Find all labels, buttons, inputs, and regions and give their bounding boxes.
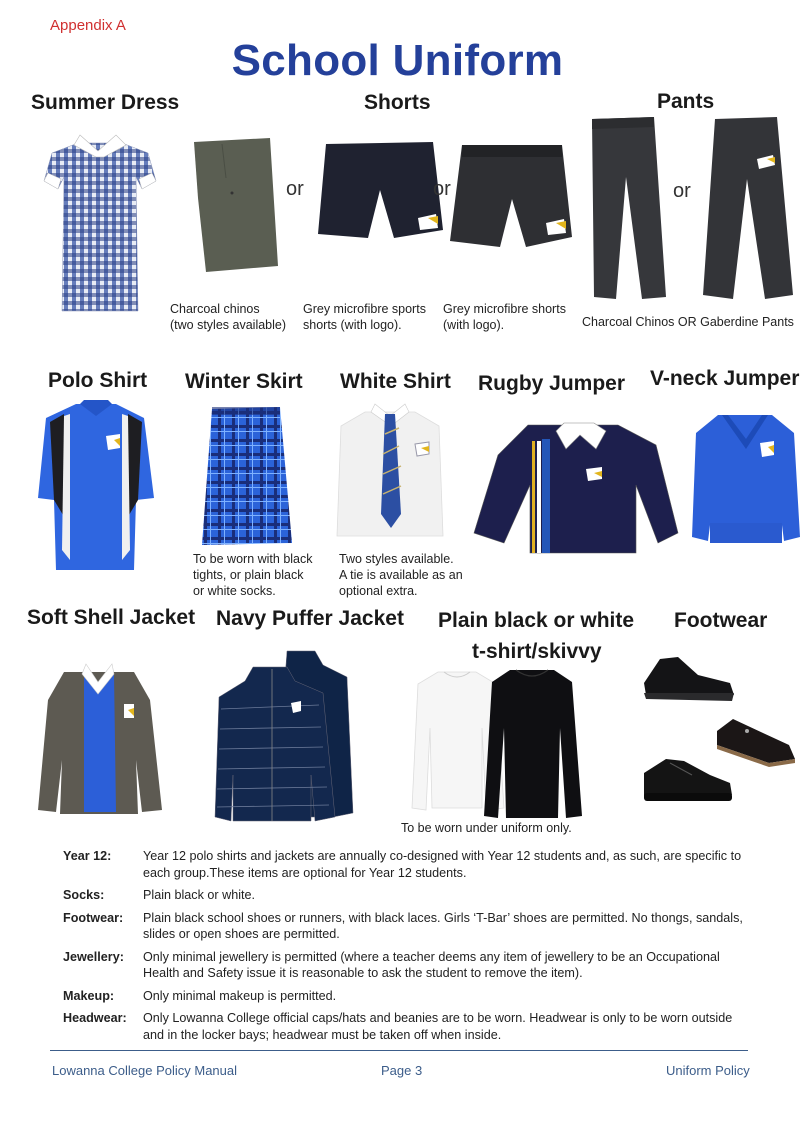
rule-footwear: Footwear: Plain black school shoes or runners, with black laces. Girls ‘T-Bar’ shoes are permitted. No thongs, sandals, slides or open shoes are permitted. xyxy=(63,910,743,941)
grey-microfibre-sports-shorts-image xyxy=(318,142,443,242)
or-label: or xyxy=(673,180,691,202)
appendix-label: Appendix A xyxy=(50,17,126,34)
navy-puffer-jacket-image xyxy=(215,645,355,830)
rule-year12: Year 12: Year 12 polo shirts and jackets are annually co-designed with Year 12 students and, as such, are specific to each group.These items are optional for Year 12 students. xyxy=(63,849,742,880)
caption-microfibre-shorts: Grey microfibre shorts (with logo). xyxy=(443,302,566,332)
footer-page-number: Page 3 xyxy=(381,1063,423,1078)
grey-microfibre-shorts-image xyxy=(450,145,575,255)
caption-tshirt: To be worn under uniform only. xyxy=(401,821,572,835)
heading-footwear: Footwear xyxy=(674,609,768,632)
caption-winter-skirt: To be worn with black tights, or plain black or white socks. xyxy=(193,552,313,598)
black-runner-shoe-image xyxy=(638,653,736,703)
or-label: or xyxy=(286,178,304,200)
footer-divider xyxy=(50,1050,748,1051)
rugby-jumper-image xyxy=(468,415,683,555)
caption-pants: Charcoal Chinos OR Gaberdine Pants xyxy=(582,315,794,329)
vneck-jumper-image xyxy=(688,407,803,552)
polo-shirt-image xyxy=(36,400,156,570)
heading-vneck-jumper: V-neck Jumper xyxy=(650,367,800,390)
heading-summer-dress: Summer Dress xyxy=(31,91,180,114)
winter-skirt-image xyxy=(200,407,295,547)
page-title: School Uniform xyxy=(231,36,564,85)
soft-shell-jacket-image xyxy=(38,660,163,820)
rule-socks: Socks: Plain black or white. xyxy=(63,888,255,902)
rule-makeup: Makeup: Only minimal makeup is permitted. xyxy=(63,988,337,1003)
charcoal-chinos-shorts-image xyxy=(192,138,282,273)
heading-winter-skirt: Winter Skirt xyxy=(185,370,303,393)
caption-white-shirt: Two styles available. A tie is available as an optional extra. xyxy=(339,552,463,598)
caption-charcoal-chinos: Charcoal chinos (two styles available) xyxy=(170,302,287,332)
uniform-rules xyxy=(63,848,743,1049)
rule-jewellery: Jewellery: Only minimal jewellery is permitted (where a teacher deems any item of jewellery to be an Occupational Health and Safety issue it is reasonable to ask the student to remove the item). xyxy=(63,949,720,980)
heading-rugby-jumper: Rugby Jumper xyxy=(478,372,626,395)
or-label: or xyxy=(433,178,451,200)
rule-headwear: Headwear: Only Lowanna College official caps/hats and beanies are to be worn. Headwear is only to be worn outside and in the locker bays; headwear must be taken off when inside. xyxy=(63,1011,733,1042)
heading-tshirt-line1: Plain black or white xyxy=(438,609,635,632)
gaberdine-pants-image xyxy=(695,117,795,302)
heading-shorts: Shorts xyxy=(364,91,431,114)
heading-soft-shell-jacket: Soft Shell Jacket xyxy=(27,606,196,629)
footer-manual-name: Lowanna College Policy Manual xyxy=(52,1063,238,1078)
charcoal-chinos-pants-image xyxy=(588,117,668,302)
caption-sports-shorts: Grey microfibre sports shorts (with logo). xyxy=(303,302,426,332)
black-school-shoe-image xyxy=(640,755,735,805)
heading-navy-puffer-jacket: Navy Puffer Jacket xyxy=(216,607,404,630)
heading-white-shirt: White Shirt xyxy=(340,370,451,393)
heading-pants: Pants xyxy=(657,90,715,113)
heading-tshirt-line2: t-shirt/skivvy xyxy=(472,640,602,663)
footer-section-name: Uniform Policy xyxy=(666,1063,750,1078)
summer-dress-image xyxy=(40,133,160,313)
white-shirt-image xyxy=(335,404,445,539)
black-skivvy-image xyxy=(480,668,585,820)
heading-polo-shirt: Polo Shirt xyxy=(48,369,148,392)
